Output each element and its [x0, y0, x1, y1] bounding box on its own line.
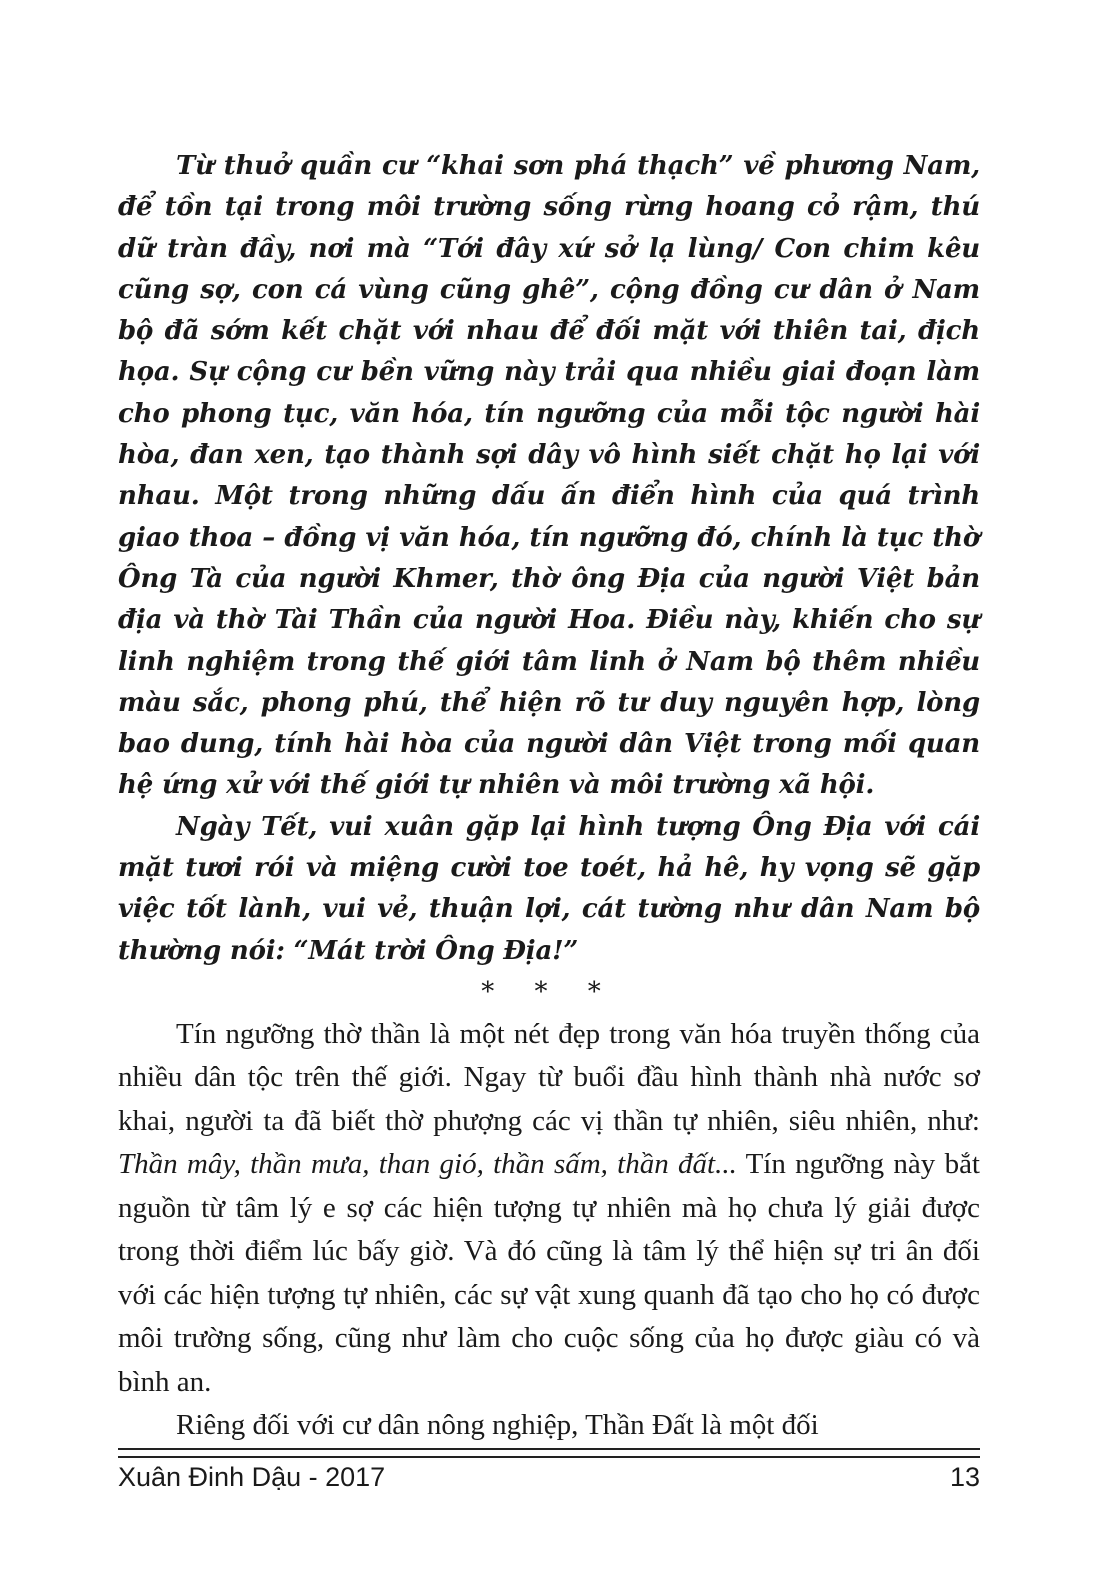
section-separator: * * * [481, 976, 617, 1007]
intro-paragraph-1: Từ thuở quần cư “khai sơn phá thạch” về phương Nam, để tồn tại trong môi trường sống rừng hoang cỏ rậm, thú dữ tràn đầy, nơi mà “Tới đây xứ sở lạ lùng/ Con chim kêu cũng sợ, con cá vùng cũng ghê”, cộng đồng cư dân ở Nam bộ đã sớm kết chặt với nhau để đối mặt với thiên tai, địch họa. Sự cộng cư bền vững này trải qua nhiều giai đoạn làm cho phong tục, văn hóa, tín ngưỡng của mỗi tộc người hài hòa, đan xen, tạo thành sợi dây vô hình siết chặt họ lại với nhau. Một trong những dấu ấn điển hình của quá trình giao thoa – đồng vị văn hóa, tín ngưỡng đó, chính là tục thờ Ông Tà của người Khmer, thờ ông Địa của người Việt bản địa và thờ Tài Thần của người Hoa. Điều này, khiến cho sự linh nghiệm trong thế giới tâm linh ở Nam bộ thêm nhiều màu sắc, phong phú, thể hiện rõ tư duy nguyên hợp, lòng bao dung, tính hài hòa của người dân Việt trong mối quan hệ ứng xử với thế giới tự nhiên và môi trường xã hội. [118, 151, 980, 801]
body-paragraph-1 [118, 1013, 980, 1405]
body-paragraph-1-end: Tín ngưỡng này bắt nguồn từ tâm lý e sợ các hiện tượng tự nhiên mà họ chưa lý giải được trong thời điểm lúc bấy giờ. Và đó cũng là tâm lý thể hiện sự tri ân đối với các hiện tượng tự nhiên, các sự vật xung quanh đã tạo cho họ có được môi trường sống, cũng như làm cho cuộc sống của họ được giàu có và bình an. [118, 1148, 980, 1398]
body-paragraph-1-italic: Thần mây, thần mưa, than gió, thần sấm, thần đất... [118, 1148, 737, 1181]
footer-issue-title: Xuân Đinh Dậu - 2017 [118, 1462, 386, 1492]
page-number: 13 [949, 1462, 980, 1492]
body-paragraph-1-start: Tín ngưỡng thờ thần là một nét đẹp trong văn hóa truyền thống của nhiều dân tộc trên thế giới. Ngay từ buổi đầu hình thành nhà nước sơ khai, người ta đã biết thờ phượng các vị thần tự nhiên, siêu nhiên, như: [118, 1017, 980, 1137]
intro-paragraph-2: Ngày Tết, vui xuân gặp lại hình tượng Ông Địa với cái mặt tươi rói và miệng cười toe toét, hả hê, hy vọng sẽ gặp việc tốt lành, vui vẻ, thuận lợi, cát tường như dân Nam bộ thường nói: “Mát trời Ông Địa!” [118, 811, 980, 966]
page-content [118, 146, 980, 1448]
footer-rule [118, 1448, 980, 1458]
intro-section [118, 146, 980, 972]
body-section [118, 1013, 980, 1448]
body-paragraph-2: Riêng đối với cư dân nông nghiệp, Thần Đất là một đối [176, 1409, 819, 1442]
